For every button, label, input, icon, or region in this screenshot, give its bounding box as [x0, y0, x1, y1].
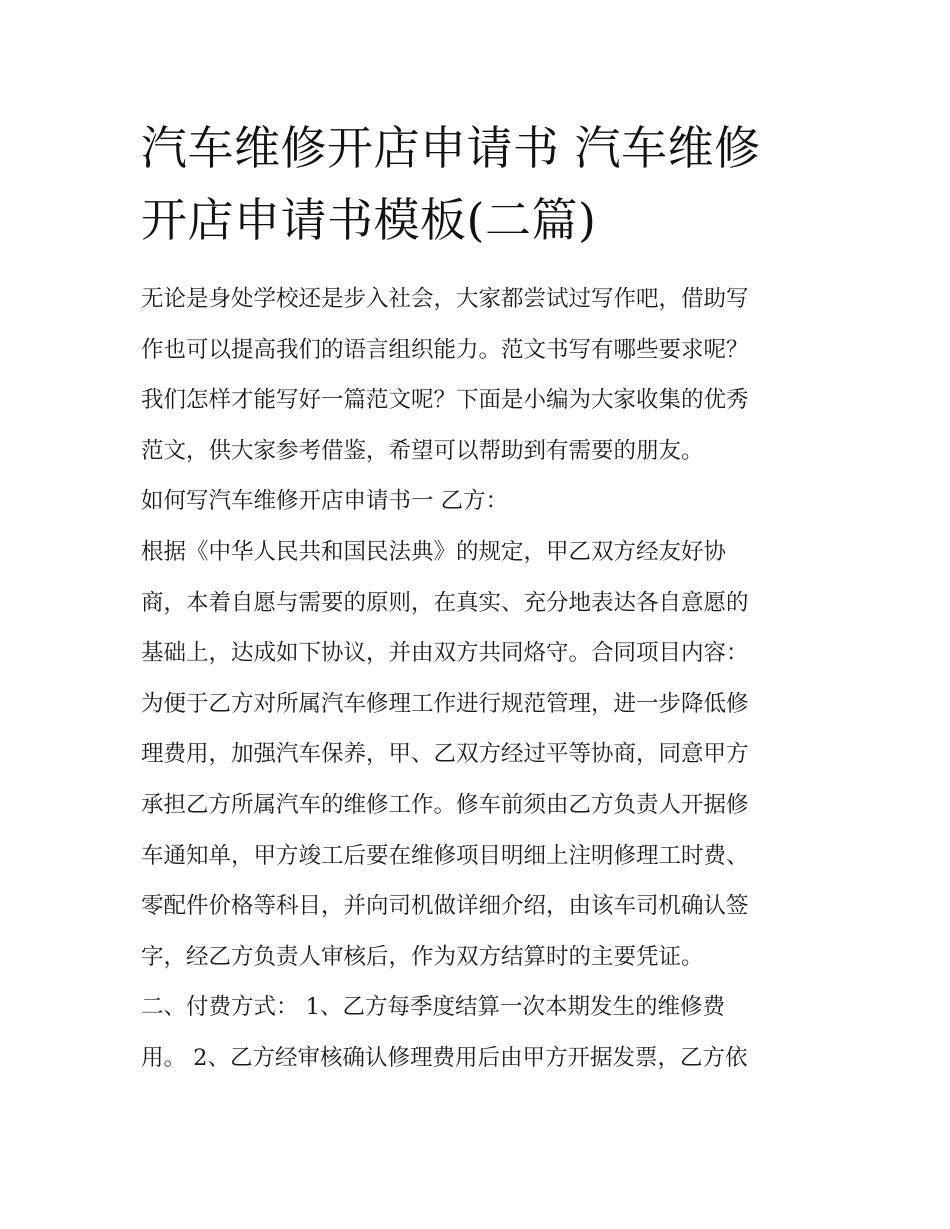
text-line: 用。 2、乙方经审核确认修理费用后由甲方开据发票，乙方依	[141, 1044, 748, 1071]
text-line: 无论是身处学校还是步入社会，大家都尝试过写作吧，借助写	[141, 286, 749, 312]
text-line: 商，本着自愿与需要的原则，在真实、充分地表达各自意愿的	[141, 589, 749, 616]
contract-paragraph	[141, 527, 813, 982]
document-content	[141, 112, 813, 1084]
text-line: 范文，供大家参考借鉴，希望可以帮助到有需要的朋友。	[141, 437, 704, 464]
title-line: 开店申请书模板(二篇)	[141, 193, 597, 247]
section-heading-paragraph	[141, 476, 813, 527]
document-title	[141, 112, 813, 256]
text-line: 我们怎样才能写好一篇范文呢？下面是小编为大家收集的优秀	[141, 387, 749, 414]
text-line: 零配件价格等科目，并向司机做详细介绍，由该车司机确认签	[141, 893, 749, 920]
intro-paragraph	[141, 274, 813, 476]
text-line: 基础上，达成如下协议，并由双方共同烙守。合同项目内容：	[141, 640, 749, 667]
text-line: 作也可以提高我们的语言组织能力。范文书写有哪些要求呢？	[141, 336, 749, 363]
text-line: 字，经乙方负责人审核后，作为双方结算时的主要凭证。	[141, 943, 704, 970]
text-line: 如何写汽车维修开店申请书一 乙方：	[141, 488, 509, 515]
text-line: 为便于乙方对所属汽车修理工作进行规范管理，进一步降低修	[141, 690, 749, 717]
payment-paragraph	[141, 982, 813, 1083]
title-line: 汽车维修开店申请书 汽车维修	[141, 121, 761, 175]
text-line: 二、付费方式： 1、乙方每季度结算一次本期发生的维修费	[141, 994, 725, 1021]
text-line: 根据《中华人民共和国民法典》的规定，甲乙双方经友好协	[141, 538, 727, 565]
text-line: 承担乙方所属汽车的维修工作。修车前须由乙方负责人开据修	[141, 791, 749, 818]
text-line: 车通知单，甲方竣工后要在维修项目明细上注明修理工时费、	[141, 842, 749, 869]
document-body	[141, 274, 813, 1084]
text-line: 理费用，加强汽车保养，甲、乙双方经过平等协商，同意甲方	[141, 741, 749, 768]
